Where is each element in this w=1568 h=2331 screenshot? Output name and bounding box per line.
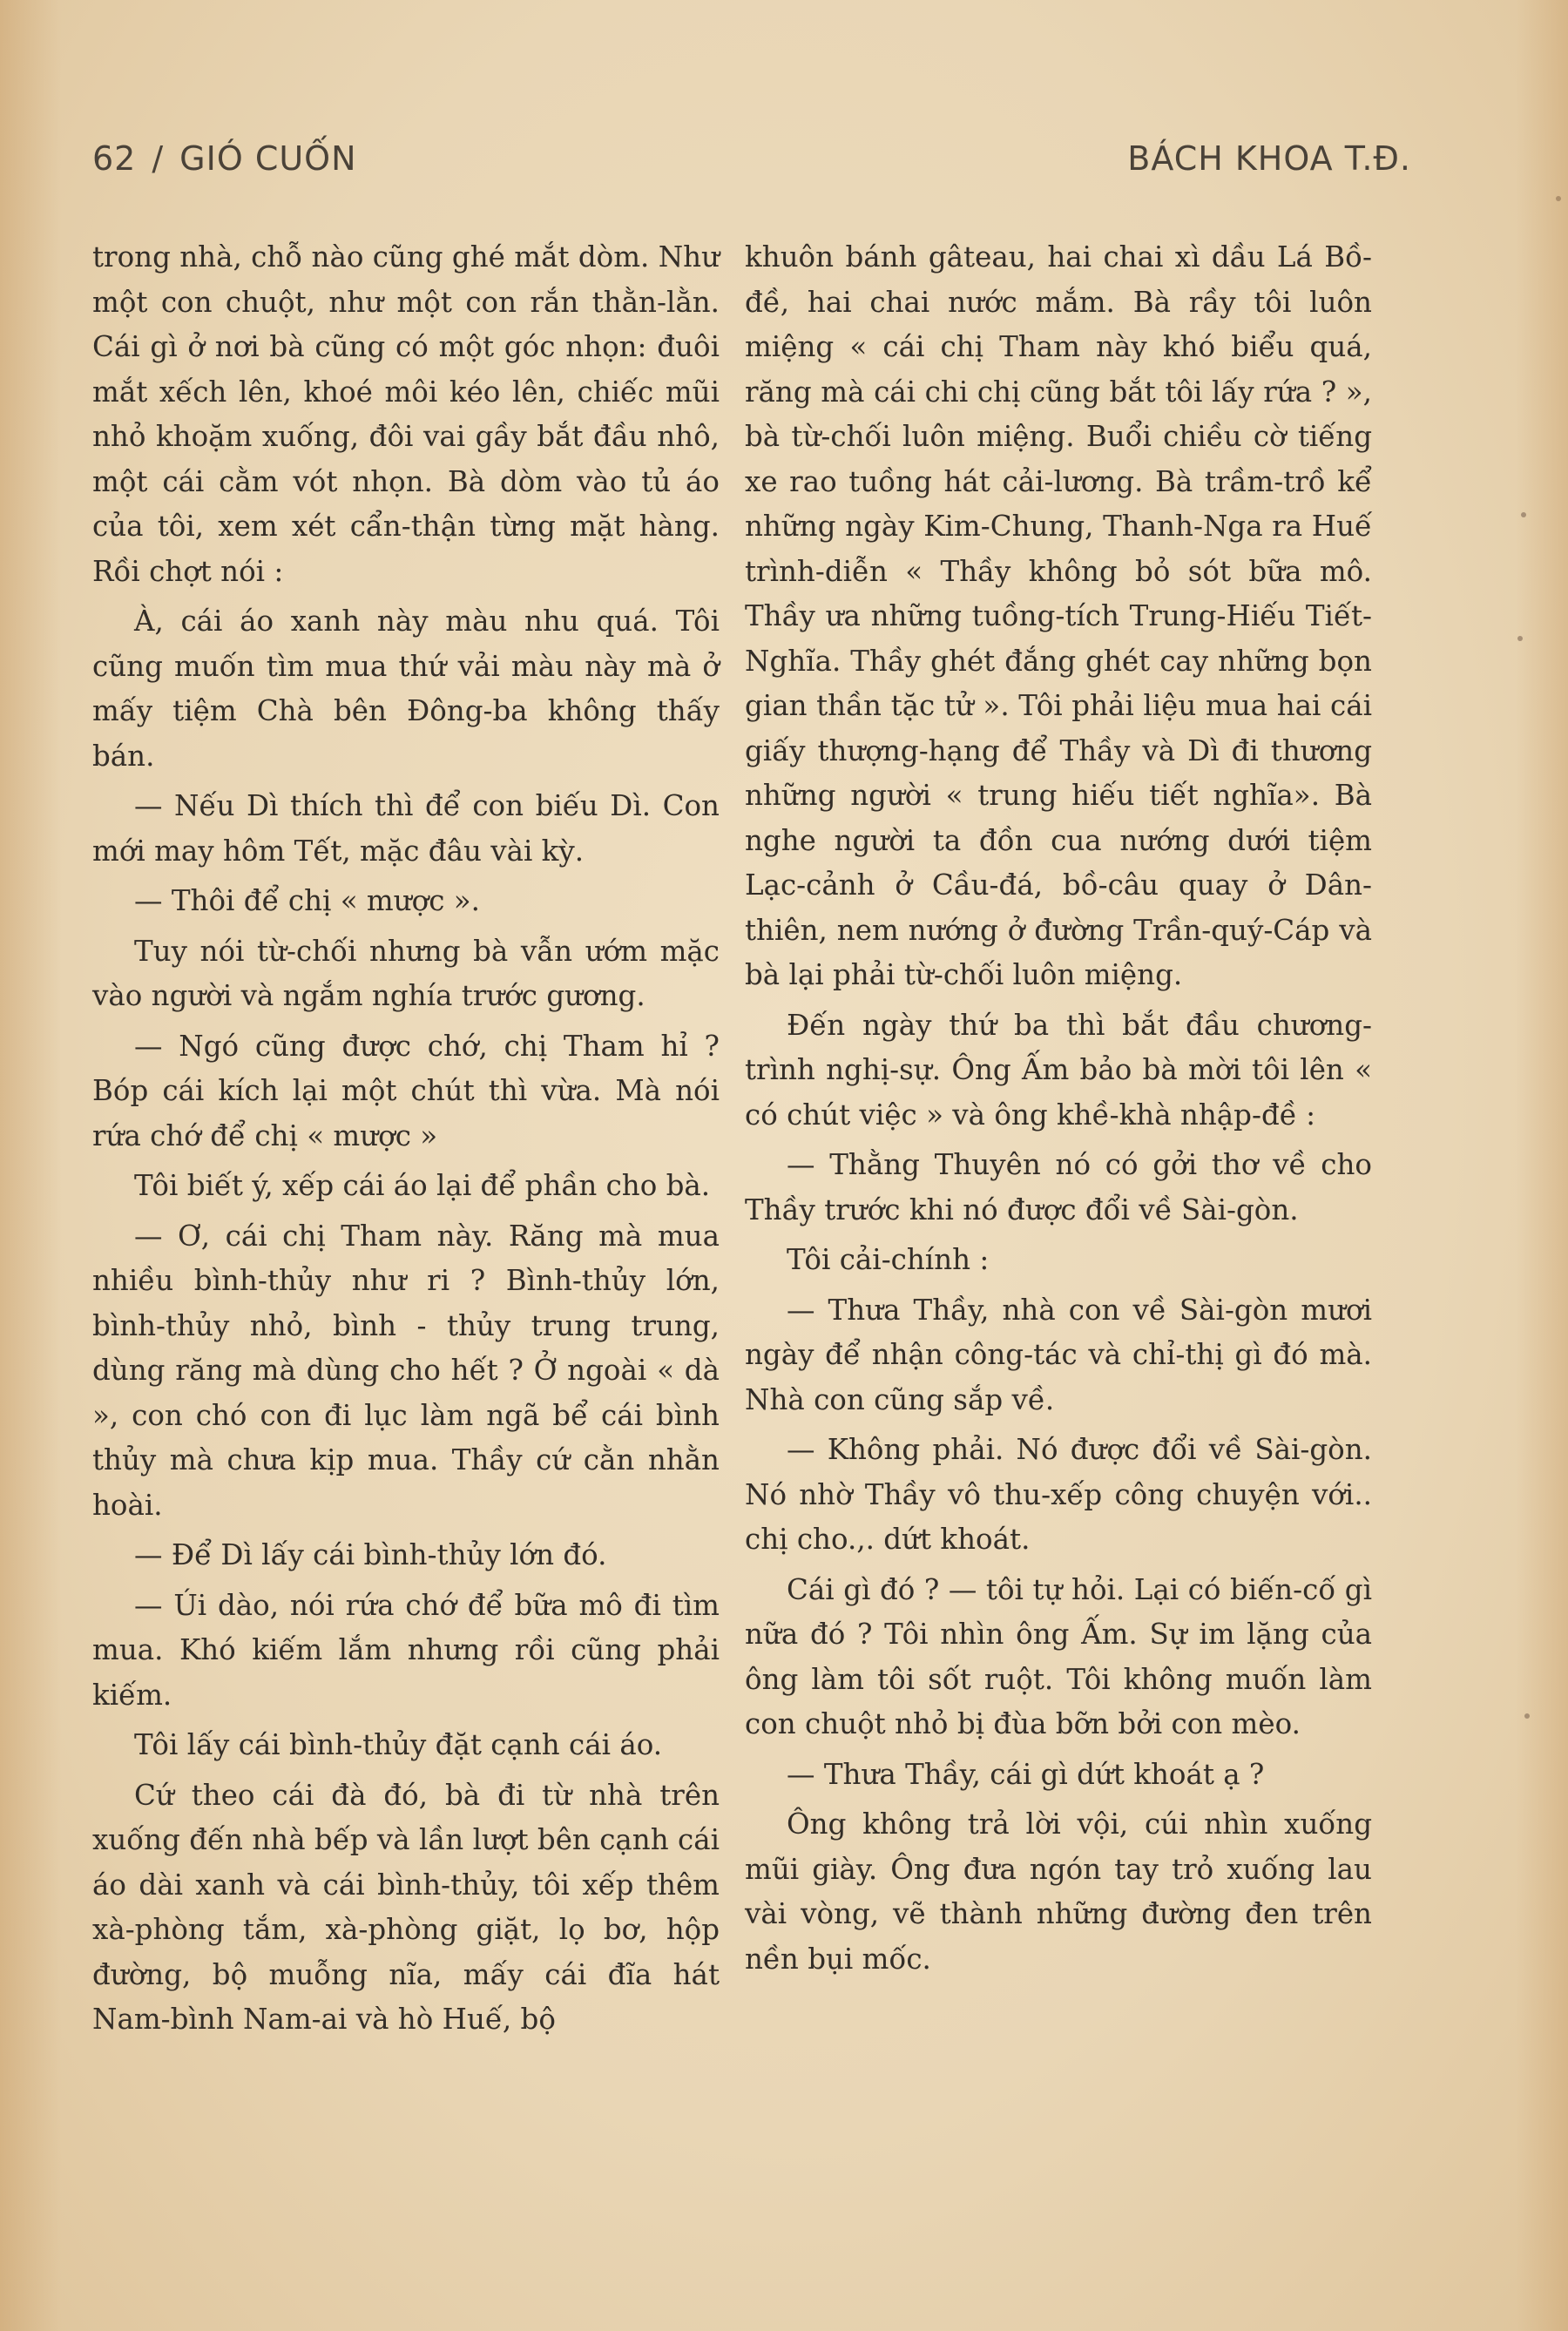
- paper-speck: [1556, 196, 1561, 201]
- header-separator: /: [152, 139, 165, 178]
- paragraph: — Thưa Thầy, nhà con về Sài-gòn mươi ngày để nhận công-tác và chỉ-thị gì đó mà. Nhà con cũng sắp về.: [745, 1293, 1372, 1416]
- paragraph: — Úi dào, nói rứa chớ để bữa mô đi tìm mua. Khó kiếm lắm nhưng rồi cũng phải kiếm.: [92, 1588, 720, 1712]
- running-header: [92, 132, 1411, 185]
- paragraph: — Thôi để chị « mược ».: [134, 884, 480, 917]
- right-text-column: [745, 235, 1372, 1987]
- paper-speck: [1521, 512, 1526, 517]
- paragraph: Tuy nói từ-chối nhưng bà vẫn ướm mặc vào người và ngắm nghía trước gương.: [92, 934, 720, 1012]
- paragraph: — Để Dì lấy cái bình-thủy lớn đó.: [134, 1538, 607, 1571]
- paragraph: Cái gì đó ? — tôi tự hỏi. Lại có biến-cố gì nữa đó ? Tôi nhìn ông Ấm. Sự im lặng của ông làm tôi sốt ruột. Tôi không muốn làm con chuột nhỏ bị đùa bỡn bởi con mèo.: [745, 1572, 1372, 1740]
- paragraph: Tôi cải-chính :: [787, 1243, 990, 1276]
- paragraph: khuôn bánh gâteau, hai chai xì dầu Lá Bồ-đề, hai chai nước mắm. Bà rầy tôi luôn miệng « cái chị Tham này khó biểu quá, răng mà cái chi chị cũng bắt tôi lấy rứa ? », bà từ-chối luôn miệng. Buổi chiều cờ tiếng xe rao tuồng hát cải-lương. Bà trầm-trồ kể những ngày Kim-Chung, Thanh-Nga ra Huế trình-diễn « Thầy không bỏ sót bữa mô. Thầy ưa những tuồng-tích Trung-Hiếu Tiết-Nghĩa. Thầy ghét đắng ghét cay những bọn gian thần tặc tử ». Tôi phải liệu mua hai cái giấy thượng-hạng để Thầy và Dì đi thương những người « trung hiếu tiết nghĩa». Bà nghe người ta đồn cua nướng dưới tiệm Lạc-cảnh ở Cầu-đá, bồ-câu quay ở Dân-thiên, nem nướng ở đường Trần-quý-Cáp và bà lại phải từ-chối luôn miệng.: [745, 240, 1372, 991]
- header-left: [92, 139, 357, 178]
- paper-speck: [1524, 1713, 1530, 1719]
- paragraph: Tôi lấy cái bình-thủy đặt cạnh cái áo.: [134, 1728, 663, 1761]
- paragraph: À, cái áo xanh này màu nhu quá. Tôi cũng muốn tìm mua thứ vải màu này mà ở mấy tiệm Chà bên Đông-ba không thấy bán.: [92, 605, 720, 773]
- paragraph: — Thằng Thuyên nó có gởi thơ về cho Thầy trước khi nó được đổi về Sài-gòn.: [745, 1148, 1372, 1226]
- paragraph: — Ngó cũng được chớ, chị Tham hỉ ? Bóp cái kích lại một chút thì vừa. Mà nói rứa chớ để chị « mược »: [92, 1029, 720, 1152]
- paragraph: — Nếu Dì thích thì để con biếu Dì. Con mới may hôm Tết, mặc đâu vài kỳ.: [92, 789, 720, 868]
- page-number: 62: [92, 139, 137, 178]
- left-text-column: [92, 235, 720, 2048]
- paragraph: — Ơ, cái chị Tham này. Răng mà mua nhiều bình-thủy như ri ? Bình-thủy lớn, bình-thủy nhỏ, bình - thủy trung trung, dùng răng mà dùng cho hết ? Ở ngoài « dà », con chó con đi lục làm ngã bể cái bình thủy mà chưa kịp mua. Thầy cứ cằn nhằn hoài.: [92, 1219, 720, 1522]
- magazine-title: BÁCH KHOA T.Đ.: [1127, 139, 1411, 178]
- paragraph: Tôi biết ý, xếp cái áo lại để phần cho bà.: [134, 1169, 711, 1202]
- paragraph: Cứ theo cái đà đó, bà đi từ nhà trên xuống đến nhà bếp và lần lượt bên cạnh cái áo dài xanh và cái bình-thủy, tôi xếp thêm xà-phòng tắm, xà-phòng giặt, lọ bơ, hộp đường, bộ muỗng nĩa, mấy cái đĩa hát Nam-bình Nam-ai và hò Huế, bộ: [92, 1778, 720, 2036]
- paper-speck: [1517, 636, 1523, 641]
- paragraph: Ông không trả lời vội, cúi nhìn xuống mũi giày. Ông đưa ngón tay trỏ xuống lau vài vòng, vẽ thành những đường đen trên nền bụi mốc.: [745, 1807, 1372, 1976]
- paragraph: Đến ngày thứ ba thì bắt đầu chương-trình nghị-sự. Ông Ấm bảo bà mời tôi lên « có chút việc » và ông khề-khà nhập-đề :: [745, 1008, 1372, 1132]
- paragraph: — Không phải. Nó được đổi về Sài-gòn. Nó nhờ Thầy vô thu-xếp công chuyện với.. chị cho.,. dứt khoát.: [745, 1433, 1372, 1556]
- paragraph: trong nhà, chỗ nào cũng ghé mắt dòm. Như một con chuột, như một con rắn thằn-lằn. Cái gì ở nơi bà cũng có một góc nhọn: đuôi mắt xếch lên, khoé môi kéo lên, chiếc mũi nhỏ khoặm xuống, đôi vai gầy bắt đầu nhô, một cái cằm vót nhọn. Bà dòm vào tủ áo của tôi, xem xét cẩn-thận từng mặt hàng. Rồi chợt nói :: [92, 240, 720, 588]
- paragraph: — Thưa Thầy, cái gì dứt khoát ạ ?: [787, 1757, 1265, 1791]
- section-title: GIÓ CUỐN: [179, 139, 357, 178]
